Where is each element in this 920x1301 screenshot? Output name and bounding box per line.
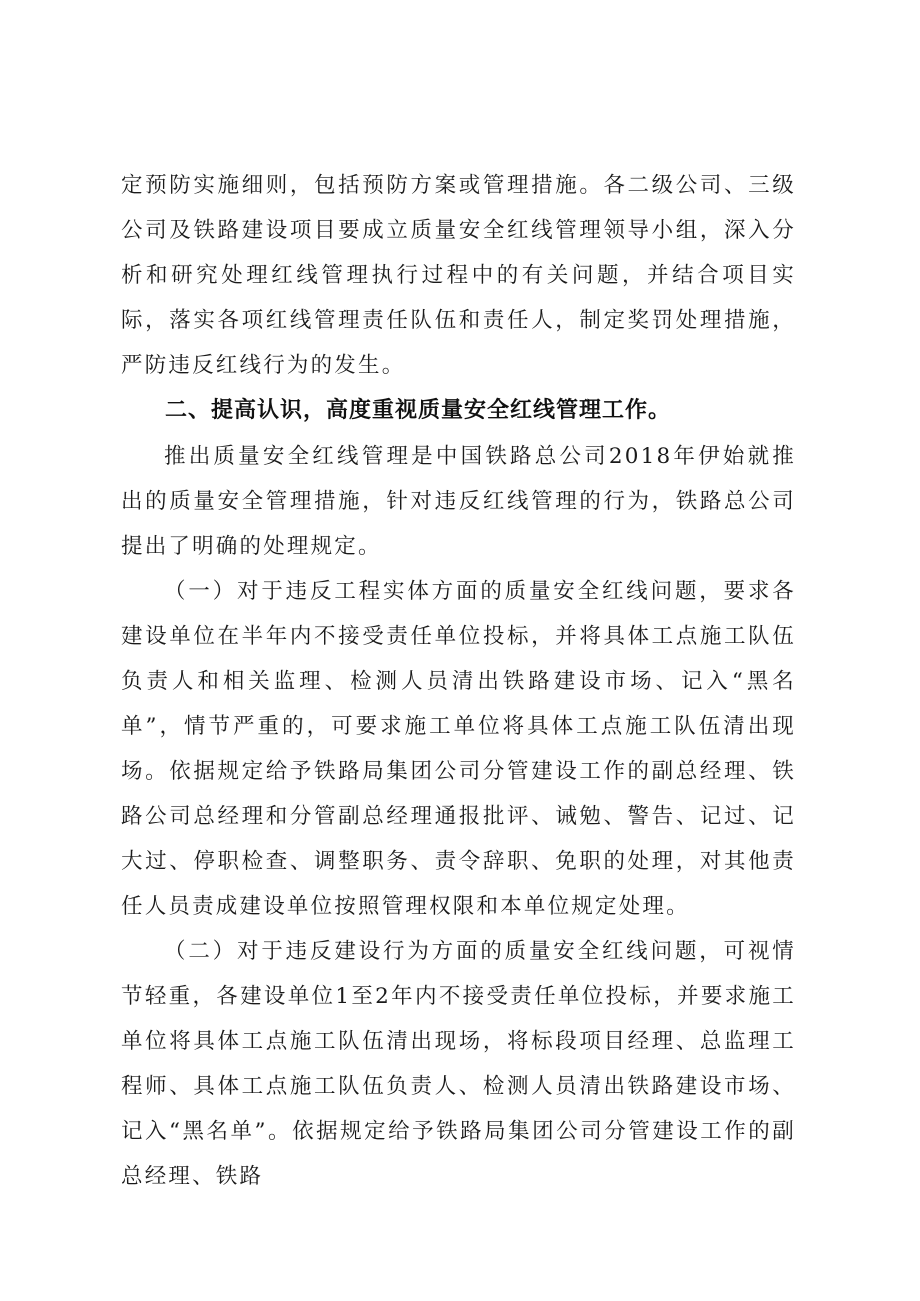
paragraph-red-line-intro: 推出质量安全红线管理是中国铁路总公司2018年伊始就推出的质量安全管理措施，针对违反红线管理的行为，铁路总公司提出了明确的处理规定。 bbox=[121, 444, 796, 559]
paragraph-item-1-entity-quality: （一）对于违反工程实体方面的质量安全红线问题，要求各建设单位在半年内不接受责任单位投标，并将具体工点施工队伍负责人和相关监理、检测人员清出铁路建设市场、记入“黑名单”，情节严重的，可要求施工单位将具体工点施工队伍清出现场。依据规定给予铁路局集团公司分管建设工作的副总经理、铁路公司总经理和分管副总经理通报批评、诫勉、警告、记过、记大过、停职检查、调整职务、责令辞职、免职的处理，对其他责任人员责成建设单位按照管理权限和本单位规定处理。 bbox=[121, 579, 796, 919]
paragraph-item-2-construction-behavior: （二）对于违反建设行为方面的质量安全红线问题，可视情节轻重，各建设单位1至2年内不接受责任单位投标，并要求施工单位将具体工点施工队伍清出现场，将标段项目经理、总监理工程师、具体工点施工队伍负责人、检测人员清出铁路建设市场、记入“黑名单”。依据规定给予铁路局集团公司分管建设工作的副总经理、铁路 bbox=[121, 939, 796, 1189]
document-body bbox=[121, 163, 796, 1199]
section-heading-2: 二、提高认识，高度重视质量安全红线管理工作。 bbox=[165, 398, 672, 423]
paragraph-preventive-rules: 定预防实施细则，包括预防方案或管理措施。各二级公司、三级公司及铁路建设项目要成立质量安全红线管理领导小组，深入分析和研究处理红线管理执行过程中的有关问题，并结合项目实际，落实各项红线管理责任队伍和责任人，制定奖罚处理措施，严防违反红线行为的发生。 bbox=[121, 173, 796, 378]
